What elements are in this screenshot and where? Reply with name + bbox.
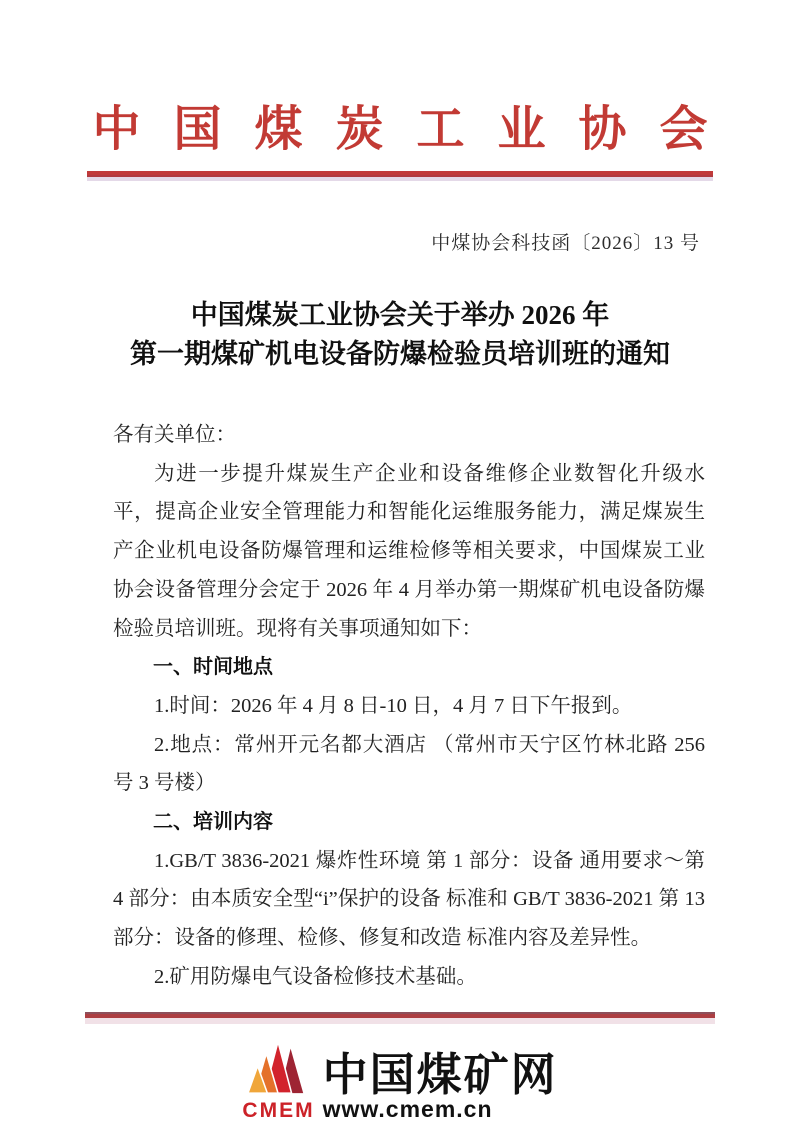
section-1-item-1: 1.时间：2026 年 4 月 8 日-10 日，4 月 7 日下午报到。	[154, 694, 633, 717]
footer-double-rule	[85, 1012, 715, 1018]
salutation: 各有关单位：	[113, 424, 236, 446]
cmem-logo	[0, 1040, 800, 1121]
section-1-item-2: 2.地点：常州开元名都大酒店 （常州市天宁区竹林北路 256 号 3 号楼）	[113, 733, 705, 795]
logo-text	[322, 1048, 558, 1122]
section-heading-1: 一、时间地点	[153, 656, 273, 679]
doc-ref-number: 中煤协会科技函〔2026〕13 号	[431, 233, 700, 254]
doc-title-line1: 中国煤炭工业协会关于举办 2026 年	[190, 300, 610, 330]
letterhead-double-rule	[87, 171, 713, 177]
section-2-item-2: 2.矿用防爆电气设备检修技术基础。	[154, 965, 477, 988]
doc-body	[113, 416, 705, 997]
logo-url: www.cmem.cn	[322, 1095, 493, 1122]
section-heading-2: 二、培训内容	[153, 811, 273, 834]
letterhead-org-name: 中国煤炭工业协会	[92, 103, 741, 156]
intro-paragraph: 为进一步提升煤炭生产企业和设备维修企业数智化升级水平，提高企业安全管理能力和智能化运维服务能力，满足煤炭生产企业机电设备防爆管理和运维检修等相关要求，中国煤炭工业协会设备管理分会定于 2026 年 4 月举办第一期煤矿机电设备防爆检验员培训班。现将有关事项通知如下：	[113, 462, 705, 640]
logo-mark	[242, 1040, 314, 1121]
doc-title-line2: 第一期煤矿机电设备防爆检验员培训班的通知	[130, 339, 670, 369]
section-2-item-1: 1.GB/T 3836-2021 爆炸性环境 第 1 部分：设备 通用要求～第 4 部分：由本质安全型“i”保护的设备 标准和 GB/T 3836-2021 第 13 部分：设备的修理、检修、修复和改造 标准内容及差异性。	[113, 849, 705, 950]
doc-title	[40, 296, 760, 374]
mountain-logo-icon	[247, 1040, 309, 1099]
logo-site-name: 中国煤矿网	[322, 1048, 558, 1100]
logo-acronym: CMEM	[242, 1099, 315, 1122]
